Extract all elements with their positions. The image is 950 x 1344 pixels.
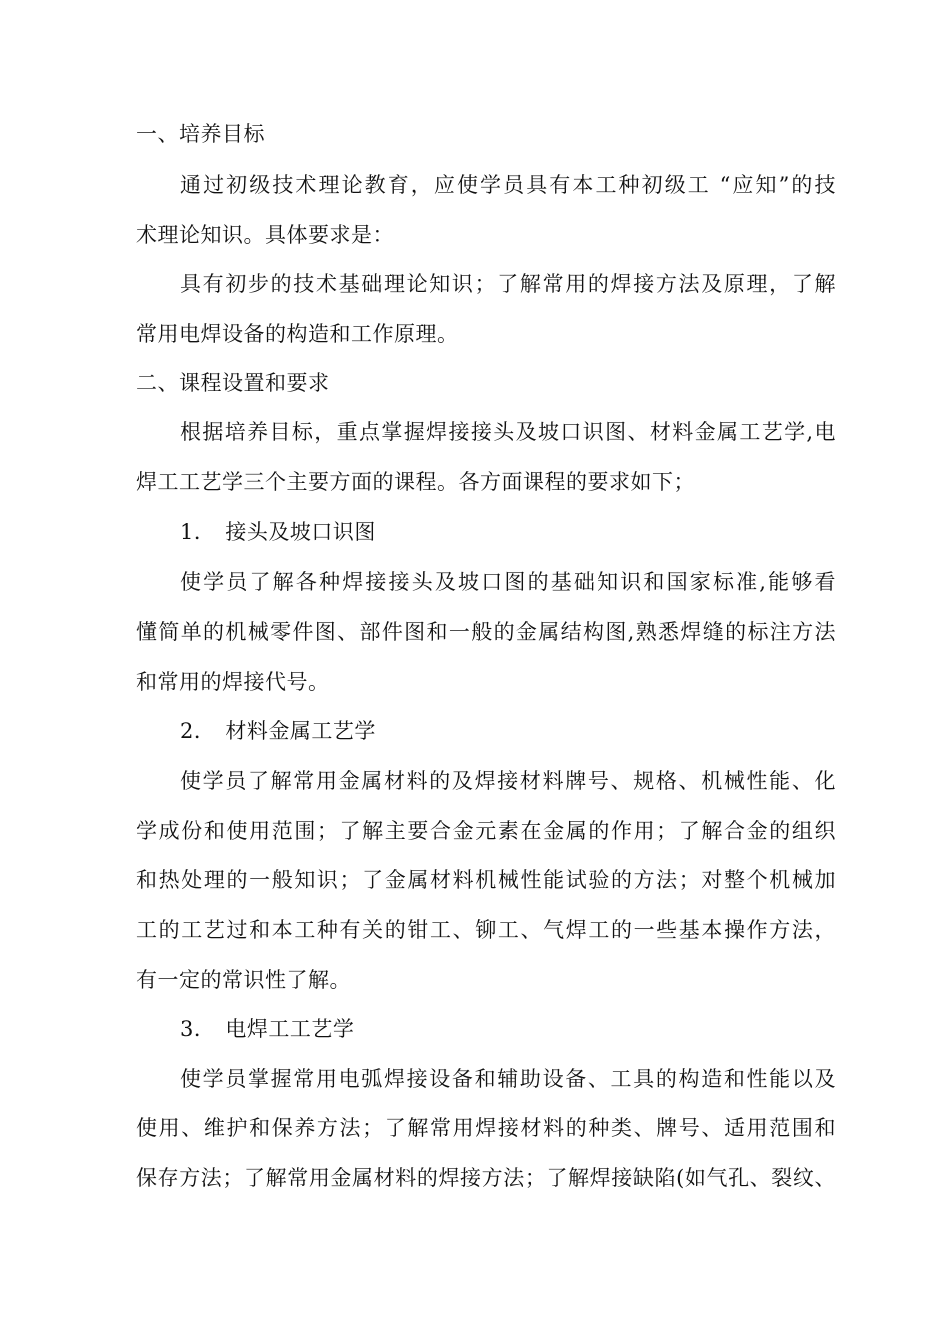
paragraph-line: 保存方法；了解常用金属材料的焊接方法；了解焊接缺陷(如气孔、裂纹、 (136, 1166, 836, 1190)
course-item-title: 接头及坡口识图 (225, 520, 376, 544)
paragraph-line: 根据培养目标，重点掌握焊接接头及坡口识图、材料金属工艺学,电 (180, 420, 836, 444)
course-item-number: 3． (180, 1017, 216, 1041)
course-item-heading (180, 1015, 880, 1043)
paragraph-line: 懂简单的机械零件图、部件图和一般的金属结构图,熟悉焊缝的标注方法 (136, 620, 836, 644)
paragraph-line: 具有初步的技术基础理论知识；了解常用的焊接方法及原理，了解 (180, 272, 836, 296)
paragraph-line: 和常用的焊接代号。 (136, 670, 330, 694)
paragraph-line: 焊工工艺学三个主要方面的课程。各方面课程的要求如下； (136, 470, 695, 494)
course-item-heading (180, 717, 880, 745)
course-item-title: 材料金属工艺学 (225, 719, 376, 743)
section-heading-course-setup: 二、课程设置和要求 (136, 371, 330, 395)
paragraph-line: 使学员了解各种焊接接头及坡口图的基础知识和国家标准,能够看 (180, 570, 836, 594)
paragraph-line: 和热处理的一般知识；了金属材料机械性能试验的方法；对整个机械加 (136, 868, 836, 892)
course-item-number: 2． (180, 719, 216, 743)
course-item-number: 1． (180, 520, 216, 544)
paragraph-line: 通过初级技术理论教育，应使学员具有本工种初级工 “应知”的技 (180, 173, 836, 197)
section-heading-training-goals: 一、培养目标 (136, 122, 265, 146)
paragraph-line: 使学员了解常用金属材料的及焊接材料牌号、规格、机械性能、化 (180, 769, 836, 793)
paragraph-line: 常用电焊设备的构造和工作原理。 (136, 322, 459, 346)
paragraph-line: 工的工艺过和本工种有关的钳工、铆工、气焊工的一些基本操作方法， (136, 918, 836, 942)
paragraph-line: 使用、维护和保养方法；了解常用焊接材料的种类、牌号、适用范围和 (136, 1116, 836, 1140)
paragraph-line: 使学员掌握常用电弧焊接设备和辅助设备、工具的构造和性能以及 (180, 1067, 836, 1091)
course-item-heading (180, 518, 880, 546)
paragraph-line: 有一定的常识性了解。 (136, 968, 351, 992)
paragraph-line: 学成份和使用范围；了解主要合金元素在金属的作用；了解合金的组织 (136, 819, 836, 843)
course-item-title: 电焊工工艺学 (225, 1017, 355, 1041)
paragraph-line: 术理论知识。具体要求是： (136, 223, 394, 247)
